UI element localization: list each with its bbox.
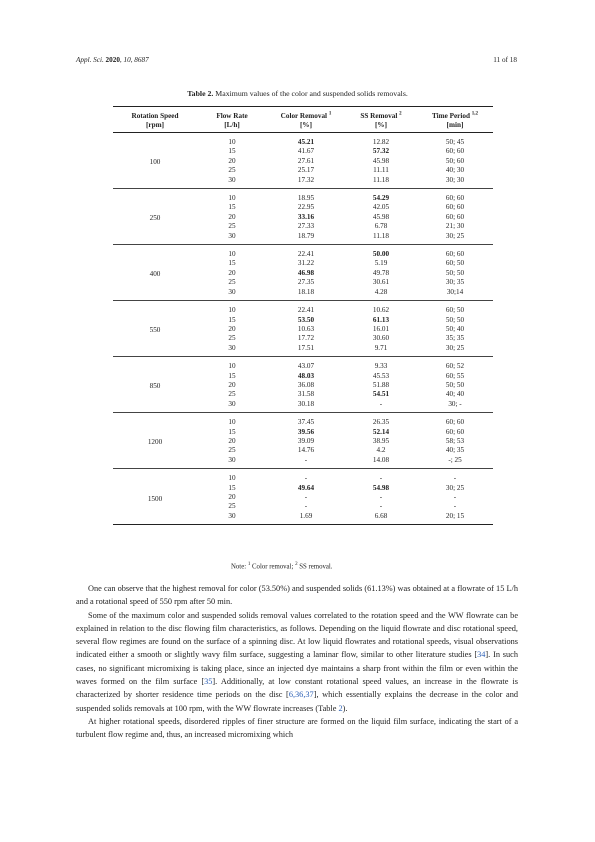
body-text [76,582,518,742]
time-period-cell: 50; 50 [445,268,465,277]
citation-link[interactable]: 34 [477,650,486,660]
ss-removal-cell: 45.98 [372,212,390,221]
time-period-cell: 21; 30 [445,222,465,231]
table-row [113,357,493,372]
paragraph [76,582,518,609]
flow-rate-cell: 20 [228,380,236,389]
time-period-cell: 30; - [417,400,493,413]
color-removal-cell: 43.07 [297,362,315,371]
table-caption [0,89,595,98]
time-period-cell: - [453,502,457,511]
color-removal-cell: 41.67 [297,147,315,156]
flow-rate-cell: 25 [228,390,236,399]
time-period-cell: 60; 60 [445,203,465,212]
flow-rate-cell: 15 [228,203,236,212]
rotation-group [113,413,493,469]
color-removal-cell: 33.16 [297,212,315,221]
time-period-cell: 30; 30 [417,176,493,189]
table-caption-label: Table 2. [187,89,214,98]
flow-rate-cell: 30 [197,176,267,189]
color-removal-cell: 49.64 [297,483,315,492]
color-removal-cell: 17.32 [267,176,345,189]
time-period-cell: 60; 50 [445,259,465,268]
color-removal-cell: 17.72 [297,334,315,343]
column-header-title: Color Removal [280,112,328,120]
ss-removal-cell: 4.28 [345,288,417,301]
page-header [76,56,517,68]
rotation-group [113,301,493,357]
column-header-footnote-mark: 2 [399,111,402,117]
color-removal-cell: 27.61 [297,156,315,165]
journal-citation: Appl. Sci. 2020, 10, 8687 [76,56,149,64]
flow-rate-cell: 25 [228,502,236,511]
removal-table [113,106,493,525]
column-header-unit: [min] [446,121,464,129]
ss-removal-cell: 30.61 [372,278,390,287]
citation-link[interactable]: 2 [338,703,343,713]
table-row [113,469,493,484]
table-row [113,413,493,428]
color-removal-cell: 1.69 [267,512,345,525]
flow-rate-cell: 15 [228,483,236,492]
color-removal-cell: 45.21 [297,138,315,146]
color-removal-cell: - [304,474,308,483]
ss-removal-cell: 26.35 [372,418,390,427]
column-header-unit: [%] [375,121,387,129]
time-period-cell: 50; 50 [445,315,465,324]
ss-removal-cell: 11.18 [345,176,417,189]
ss-removal-cell: 4.2 [376,446,386,455]
color-removal-cell: 27.35 [297,278,315,287]
time-period-cell: 30; 35 [445,278,465,287]
color-removal-cell: 22.41 [297,250,315,259]
note-prefix: Note: [231,563,248,571]
color-removal-cell: 53.50 [297,315,315,324]
flow-rate-cell: 25 [228,446,236,455]
color-removal-cell: 30.18 [267,400,345,413]
table-note [231,562,333,570]
flow-rate-cell: 20 [228,493,236,501]
flow-rate-cell: 25 [228,278,236,287]
paragraph [76,715,518,742]
paragraph-text: ], which essentially explains the decrease in the color and suspended solids removals at 100 rpm, with the WW flowrate increases (Table [76,690,518,713]
paragraph-text: One can observe that the highest removal for color (53.50%) and suspended solids (61.13%) was obtained at a flowrate of 15 L/h and a rotational speed of 550 rpm after 50 min. [76,584,518,607]
paragraph-text: At higher rotational speeds, disordered ripples of finer structure are formed on the liquid film surface, indicating the start of a turbulent flow regime and, thus, an increased micromixing which [76,716,518,740]
time-period-cell: 60; 55 [445,371,465,380]
color-removal-cell: 37.45 [297,418,315,427]
ss-removal-cell: 45.53 [372,371,390,380]
color-removal-cell: 39.09 [297,436,315,445]
column-header [197,107,267,133]
rotation-speed-cell: 250 [113,189,197,245]
column-header-unit: [%] [300,121,312,129]
flow-rate-cell: 30 [197,344,267,357]
time-period-cell: 60; 60 [445,250,465,259]
column-header-unit: [rpm] [146,121,164,129]
color-removal-cell: - [267,456,345,469]
note-sup-2: 2 [295,562,298,567]
flow-rate-cell: 10 [228,138,236,146]
color-removal-cell: 36.08 [297,380,315,389]
ss-removal-cell: 51.88 [372,380,390,389]
column-header [267,107,345,133]
color-removal-cell: 17.51 [267,344,345,357]
rotation-speed-cell: 400 [113,245,197,301]
time-period-cell: 40; 35 [445,446,465,455]
color-removal-cell: 31.22 [297,259,315,268]
rotation-speed-cell: 1500 [113,469,197,525]
time-period-cell: - [453,493,457,501]
flow-rate-cell: 30 [197,512,267,525]
time-period-cell: 30; 25 [417,344,493,357]
time-period-cell: 40; 40 [445,390,465,399]
ss-removal-cell: 54.98 [372,483,390,492]
column-header-footnote-mark: 1 [328,111,332,117]
rotation-speed-cell: 850 [113,357,197,413]
color-removal-cell: - [304,502,308,511]
color-removal-cell: 18.18 [267,288,345,301]
ss-removal-cell: 11.18 [345,232,417,245]
note-text-1: Color removal; [250,563,296,571]
note-text-2: SS removal. [297,563,333,571]
ss-removal-cell: 12.82 [372,138,390,146]
time-period-cell: 60; 60 [445,418,465,427]
time-period-cell: 50; 50 [445,380,465,389]
column-header-title: SS Removal [360,112,398,120]
ss-removal-cell: 9.33 [374,362,388,371]
rotation-speed-cell: 550 [113,301,197,357]
table-row [113,133,493,148]
flow-rate-cell: 15 [228,427,236,436]
time-period-cell: 60; 60 [445,147,465,156]
ss-removal-cell: 61.13 [372,315,390,324]
table-row [113,245,493,260]
ss-removal-cell: 49.78 [372,268,390,277]
ss-removal-cell: - [345,400,417,413]
column-header [113,107,197,133]
rotation-group [113,357,493,413]
ss-removal-cell: 6.68 [345,512,417,525]
note-sup-1: 1 [247,562,251,567]
flow-rate-cell: 30 [197,400,267,413]
color-removal-cell: 18.79 [267,232,345,245]
flow-rate-cell: 10 [228,194,236,203]
time-period-cell: 60; 52 [445,362,465,371]
paragraph-text: Some of the maximum color and suspended solids removal values correlated to the rotation speed and the WW flowrate can be explained in relation to the disc flowing film characteristics, as follows. Depending on the liquid flowrate and disc rotational speed, several flow regimes are found on the surface of a spinning disc. At low liquid flowrates and rotational speeds, visual observations indicated either a smooth or slightly wavy film surface, suggesting a laminar flow, similar to other literature studies [ [76,610,518,660]
ss-removal-cell: 6.78 [374,222,388,231]
citation-link[interactable]: 35 [204,677,213,687]
color-removal-cell: 46.98 [297,268,315,277]
ss-removal-cell: - [379,474,383,483]
paragraph-text: ). [342,703,348,713]
table-header-row [113,107,493,133]
color-removal-cell: - [304,493,308,501]
flow-rate-cell: 10 [228,418,236,427]
flow-rate-cell: 20 [228,324,236,333]
color-removal-cell: 39.56 [297,427,315,436]
flow-rate-cell: 20 [228,436,236,445]
article-number: 8687 [134,56,149,64]
ss-removal-cell: 50.00 [372,250,390,259]
color-removal-cell: 48.03 [297,371,315,380]
journal-volume: 10 [123,56,131,64]
time-period-cell: 60; 60 [445,212,465,221]
column-header-title: Flow Rate [216,112,248,120]
color-removal-cell: 14.76 [297,446,315,455]
time-period-cell: 30; 25 [445,483,465,492]
flow-rate-cell: 30 [197,232,267,245]
flow-rate-cell: 25 [228,222,236,231]
ss-removal-cell: 30.60 [372,334,390,343]
time-period-cell: 50; 40 [445,324,465,333]
ss-removal-cell: 16.01 [372,324,390,333]
time-period-cell: - [453,474,457,483]
paragraph-text: ]. Additionally, at low constant rotational speed values, an increase in the flowrate is characterized by shorter residence time periods on the disc [ [76,677,518,700]
flow-rate-cell: 10 [228,306,236,315]
table-caption-text: Maximum values of the color and suspended solids removals. [215,89,408,98]
color-removal-cell: 27.33 [297,222,315,231]
color-removal-cell: 10.63 [297,324,315,333]
ss-removal-cell: 38.95 [372,436,390,445]
ss-removal-cell: 11.11 [373,166,389,175]
flow-rate-cell: 10 [228,250,236,259]
ss-removal-cell: 9.71 [345,344,417,357]
flow-rate-cell: 15 [228,371,236,380]
time-period-cell: 30; 25 [417,232,493,245]
ss-removal-cell: 54.51 [372,390,390,399]
ss-removal-cell: - [379,493,383,501]
flow-rate-cell: 25 [228,334,236,343]
time-period-cell: 20; 15 [417,512,493,525]
ss-removal-cell: 14.08 [345,456,417,469]
rotation-group [113,189,493,245]
flow-rate-cell: 20 [228,268,236,277]
color-removal-cell: 25.17 [297,166,315,175]
time-period-cell: 50; 60 [445,156,465,165]
journal-name: Appl. Sci. [76,56,104,64]
rotation-group [113,133,493,189]
column-header-title: Rotation Speed [131,112,179,120]
ss-removal-cell: 57.32 [372,147,390,156]
rotation-speed-cell: 100 [113,133,197,189]
ss-removal-cell: - [379,502,383,511]
flow-rate-cell: 20 [228,156,236,165]
color-removal-cell: 18.95 [297,194,315,203]
column-header-unit: [L/h] [224,121,240,129]
column-header-footnote-mark: 1,2 [471,111,479,117]
flow-rate-cell: 10 [228,362,236,371]
time-period-cell: 60; 60 [445,194,465,203]
time-period-cell: 60; 50 [445,306,465,315]
time-period-cell: 50; 45 [445,138,465,146]
column-header [417,107,493,133]
flow-rate-cell: 20 [228,212,236,221]
flow-rate-cell: 30 [197,456,267,469]
paragraph [76,609,518,715]
rotation-group [113,469,493,525]
table-row [113,189,493,204]
column-header-title: Time Period [431,112,470,120]
time-period-cell: 35; 35 [445,334,465,343]
paragraph-text: ]. In such cases, no significant micromixing is taking place, since an injected dye maintains a sharp front within the film or even within the waves formed on the film surface [ [76,650,518,687]
journal-year: 2020 [105,56,120,64]
table-row [113,301,493,316]
flow-rate-cell: 15 [228,259,236,268]
ss-removal-cell: 52.14 [372,427,390,436]
column-header [345,107,417,133]
ss-removal-cell: 42.05 [372,203,390,212]
time-period-cell: -; 25 [417,456,493,469]
time-period-cell: 30;14 [417,288,493,301]
flow-rate-cell: 15 [228,147,236,156]
ss-removal-cell: 5.19 [374,259,388,268]
page-number: 11 of 18 [493,56,517,64]
time-period-cell: 60; 60 [445,427,465,436]
time-period-cell: 40; 30 [445,166,465,175]
ss-removal-cell: 45.98 [372,156,390,165]
color-removal-cell: 22.41 [297,306,315,315]
flow-rate-cell: 10 [228,474,236,483]
flow-rate-cell: 30 [197,288,267,301]
flow-rate-cell: 25 [228,166,236,175]
color-removal-cell: 22.95 [297,203,315,212]
rotation-speed-cell: 1200 [113,413,197,469]
ss-removal-cell: 54.29 [372,194,390,203]
time-period-cell: 58; 53 [445,436,465,445]
ss-removal-cell: 10.62 [372,306,390,315]
citation-link[interactable]: 6,36,37 [288,690,314,700]
rotation-group [113,245,493,301]
color-removal-cell: 31.58 [297,390,315,399]
flow-rate-cell: 15 [228,315,236,324]
